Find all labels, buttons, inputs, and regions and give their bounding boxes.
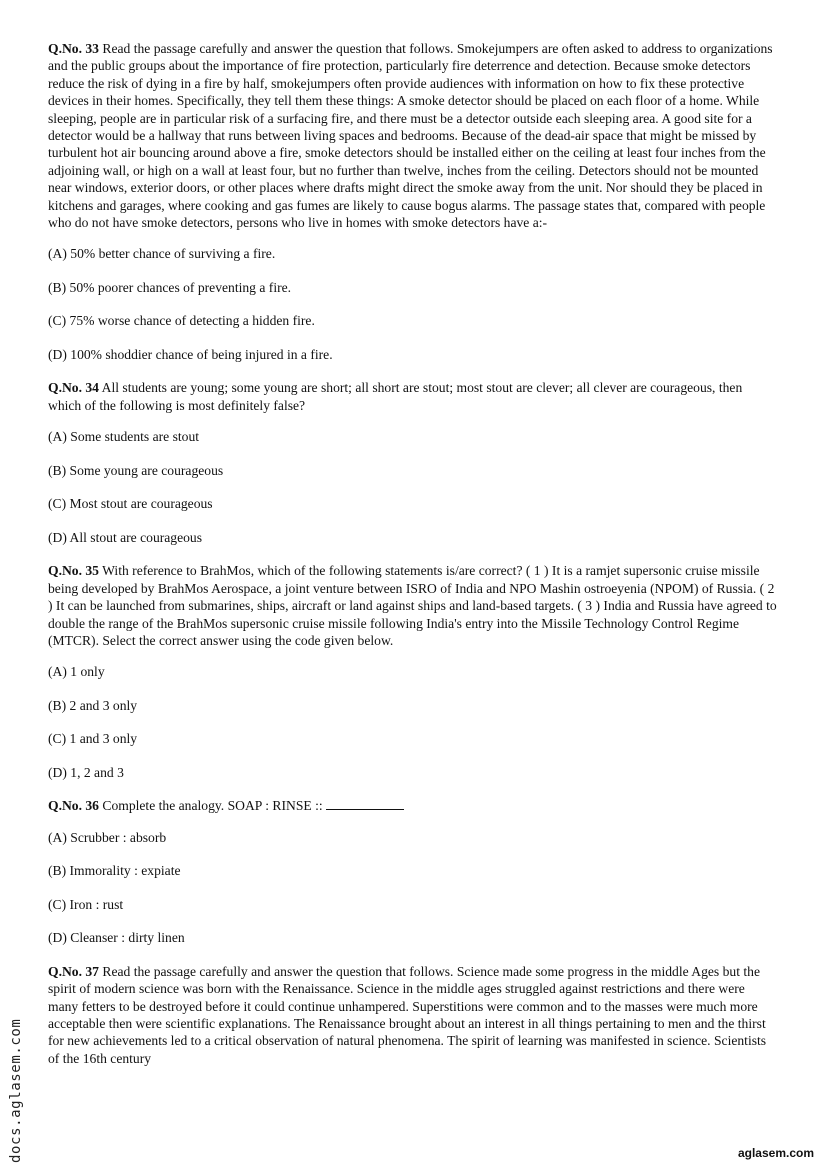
- option-d: (D) Cleanser : dirty linen: [48, 930, 185, 946]
- option-b: (B) 50% poorer chances of preventing a fire.: [48, 279, 292, 295]
- question-number: Q.No. 37: [48, 963, 99, 979]
- option-c: (C) 75% worse chance of detecting a hidden fire.: [48, 313, 315, 329]
- question-34: [48, 379, 778, 546]
- question-number: Q.No. 34: [48, 380, 99, 396]
- question-text: [48, 963, 778, 1067]
- question-text: [48, 562, 778, 649]
- question-number: Q.No. 33: [48, 41, 99, 56]
- option-c: (C) Most stout are courageous: [48, 496, 213, 512]
- option-b: (B) Some young are courageous: [48, 462, 224, 478]
- option-c: (C) 1 and 3 only: [48, 731, 138, 747]
- option-d: (D) 100% shoddier chance of being injured in a fire.: [48, 346, 333, 362]
- question-number: Q.No. 35: [48, 563, 99, 579]
- question-body: All students are young; some young are short; all short are stout; most stout are clever; all clever are courageous, then which of the following is most definitely false?: [48, 380, 743, 413]
- question-text: [48, 797, 778, 814]
- option-d: (D) 1, 2 and 3: [48, 764, 124, 780]
- question-number: Q.No. 36: [48, 798, 99, 814]
- question-text: [48, 379, 778, 414]
- question-body: Complete the analogy. SOAP : RINSE ::: [102, 798, 327, 814]
- option-a: (A) 1 only: [48, 664, 105, 680]
- option-b: (B) Immorality : expiate: [48, 863, 181, 879]
- question-35: [48, 562, 778, 781]
- option-d: (D) All stout are courageous: [48, 529, 203, 545]
- question-37: [48, 963, 778, 1067]
- option-a: (A) Some students are stout: [48, 429, 200, 445]
- option-a: (A) 50% better chance of surviving a fire.: [48, 246, 276, 262]
- question-36: [48, 797, 778, 946]
- question-33: [48, 40, 778, 363]
- watermark-text: docs.aglasem.com: [8, 1018, 24, 1163]
- answer-blank: [326, 797, 404, 810]
- question-body: With reference to BrahMos, which of the following statements is/are correct? ( 1 ) It is a ramjet supersonic cruise missile being developed by BrahMos Aerospace, a joint venture between ISRO of India and NPO Mashin ostroeyenia (NPOM) of Russia. ( 2 ) It can be launched from submarines, ships, aircraft or land against ships and land-based targets. ( 3 ) India and Russia have agreed to double the range of the BrahMos supersonic cruise missile following India's entry into the Missile Technology Control Regime (MTCR). Select the correct answer using the code given below.: [48, 563, 777, 648]
- footer-brand: aglasem.com: [737, 1146, 814, 1160]
- question-body: Read the passage carefully and answer the question that follows. Science made some progress in the middle Ages but the spirit of modern science was born with the Renaissance. Science in the middle ages struggled against restrictions and there were many fetters to be destroyed before it could continue unhampered. Superstitions were common and to the masses were much more acceptable then were scientific explanations. The Renaissance brought about an interest in all things pertaining to men and the thirst for new achievements led to a critical observation of natural phenomena. The spirit of learning was manifested in science. Scientists of the 16th century: [48, 963, 767, 1066]
- question-body: Read the passage carefully and answer the question that follows. Smokejumpers are often asked to address to organizations and the public groups about the importance of fire protection, particularly fire deterrence and detection. Because smoke detectors reduce the risk of dying in a fire by half, smokejumpers often provide audiences with information on how to fix these protective devices in their homes. Specifically, they tell them these things: A smoke detector should be placed on each floor of a home. While sleeping, people are in particular risk of a surfacing fire, and there must be a detector outside each sleeping area. A good site for a detector would be a hallway that runs between living spaces and bedrooms. Because of the dead-air space that might be missed by turbulent hot air bouncing around above a fire, smoke detectors should be installed either on the ceiling at least four inches from the adjoining wall, or high on a wall at least four, but no further than twelve, inches from the ceiling. Detectors should not be mounted near windows, exterior doors, or other places where drafts might direct the smoke away from the unit. Nor should they be placed in kitchens and garages, where cooking and gas fumes are likely to cause bogus alarms. The passage states that, compared with people who do not have smoke detectors, persons who live in homes with smoke detectors have a:-: [48, 41, 773, 231]
- option-c: (C) Iron : rust: [48, 896, 124, 912]
- document-page: [48, 40, 778, 1081]
- option-a: (A) Scrubber : absorb: [48, 829, 167, 845]
- question-text: [48, 40, 778, 231]
- option-b: (B) 2 and 3 only: [48, 697, 138, 713]
